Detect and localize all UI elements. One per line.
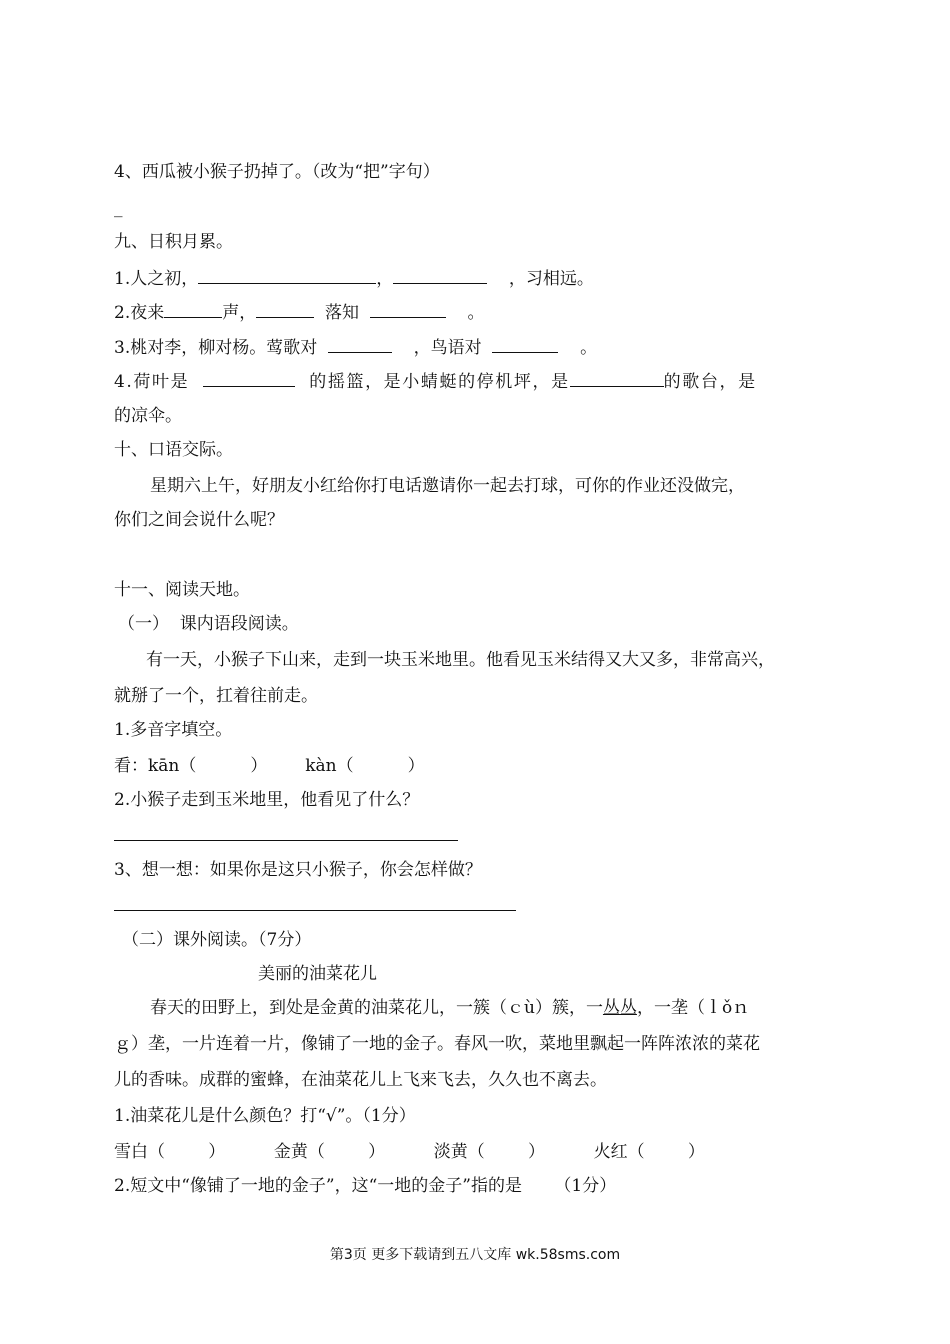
- section-9-line-1: [114, 265, 594, 291]
- text: ，: [376, 269, 394, 289]
- section-10-title: 十、口语交际。: [114, 440, 233, 460]
- part-1-passage-line-1: 有一天，小猴子下山来，走到一块玉米地里。他看见玉米结得又大又多，非常高兴，: [146, 650, 775, 670]
- blank[interactable]: [198, 265, 376, 284]
- section-9-line-2: [114, 299, 484, 325]
- blank[interactable]: [370, 299, 446, 318]
- text: ，一垄（ｌǒｎ: [636, 998, 750, 1018]
- text: 的歌台，是: [663, 372, 757, 392]
- answer-line[interactable]: [114, 840, 458, 841]
- question-4-answer-mark: _: [114, 198, 123, 218]
- text: 3.桃对李，柳对杨。莺歌对: [114, 338, 318, 358]
- text: ，鸟语对: [413, 338, 482, 358]
- blank[interactable]: [492, 334, 558, 353]
- text: 4.荷叶是: [114, 372, 190, 392]
- text: 2.夜来: [114, 303, 165, 323]
- section-9-line-3: [114, 334, 597, 360]
- part-2-question-2: 2.短文中“像铺了一地的金子”，这“一地的金子”指的是 （1分）: [114, 1176, 617, 1196]
- section-9-line-4: [114, 368, 757, 394]
- text: 落知: [325, 303, 360, 323]
- part-1-question-3: 3、想一想：如果你是这只小猴子，你会怎样做？: [114, 860, 482, 880]
- section-10-prompt-line-2: 你们之间会说什么呢？: [114, 510, 284, 530]
- part-2-question-1: 1.油菜花儿是什么颜色？打“√”。（1分）: [114, 1106, 416, 1126]
- blank[interactable]: [393, 265, 487, 284]
- story-line-2: ｇ）垄，一片连着一片，像铺了一地的金子。春风一吹，菜地里飘起一阵阵浓浓的菜花: [114, 1034, 760, 1054]
- section-9-title: 九、日积月累。: [114, 232, 233, 252]
- blank[interactable]: [203, 368, 295, 387]
- underlined-word: 丛丛: [602, 998, 637, 1018]
- story-line-1: [150, 996, 749, 1020]
- blank[interactable]: [256, 299, 314, 318]
- text: 春天的田野上，到处是金黄的油菜花儿，一簇（ｃù）簇，一: [150, 998, 603, 1018]
- part-1-passage-line-2: 就掰了一个，扛着往前走。: [114, 686, 318, 706]
- part-1-question-2: 2.小猴子走到玉米地里，他看见了什么？: [114, 790, 420, 810]
- text: 1.人之初，: [114, 269, 199, 289]
- part-1-question-1: 1.多音字填空。: [114, 720, 233, 740]
- blank[interactable]: [328, 334, 392, 353]
- section-11-title: 十一、阅读天地。: [114, 580, 250, 600]
- question-4-rewrite: 4、西瓜被小猴子扔掉了。（改为“把”字句）: [114, 162, 440, 182]
- part-2-question-1-options[interactable]: 雪白（ ） 金黄（ ） 淡黄（ ） 火红（ ）: [114, 1142, 705, 1162]
- answer-line[interactable]: [114, 910, 516, 911]
- story-line-3: 儿的香味。成群的蜜蜂，在油菜花儿上飞来飞去，久久也不离去。: [114, 1070, 607, 1090]
- part-1-question-1-blanks[interactable]: 看：kān（ ） kàn（ ）: [114, 756, 425, 776]
- text: ，习相远。: [508, 269, 594, 289]
- part-1-title: （一） 课内语段阅读。: [118, 614, 299, 634]
- blank[interactable]: [164, 299, 222, 318]
- page-footer: 第3页 更多下载请到五八文库 wk.58sms.com: [329, 1247, 621, 1263]
- story-title: 美丽的油菜花儿: [258, 964, 377, 984]
- text: 声，: [222, 303, 257, 323]
- blank[interactable]: [570, 368, 664, 387]
- text: 。: [467, 303, 485, 323]
- text: 的摇篮，是小蜻蜓的停机坪，是: [309, 372, 570, 392]
- text: 。: [580, 338, 598, 358]
- section-9-line-4-end: 的凉伞。: [114, 406, 182, 426]
- section-10-prompt-line-1: 星期六上午，好朋友小红给你打电话邀请你一起去打球，可你的作业还没做完，: [150, 476, 745, 496]
- part-2-title: （二）课外阅读。（7分）: [122, 930, 312, 950]
